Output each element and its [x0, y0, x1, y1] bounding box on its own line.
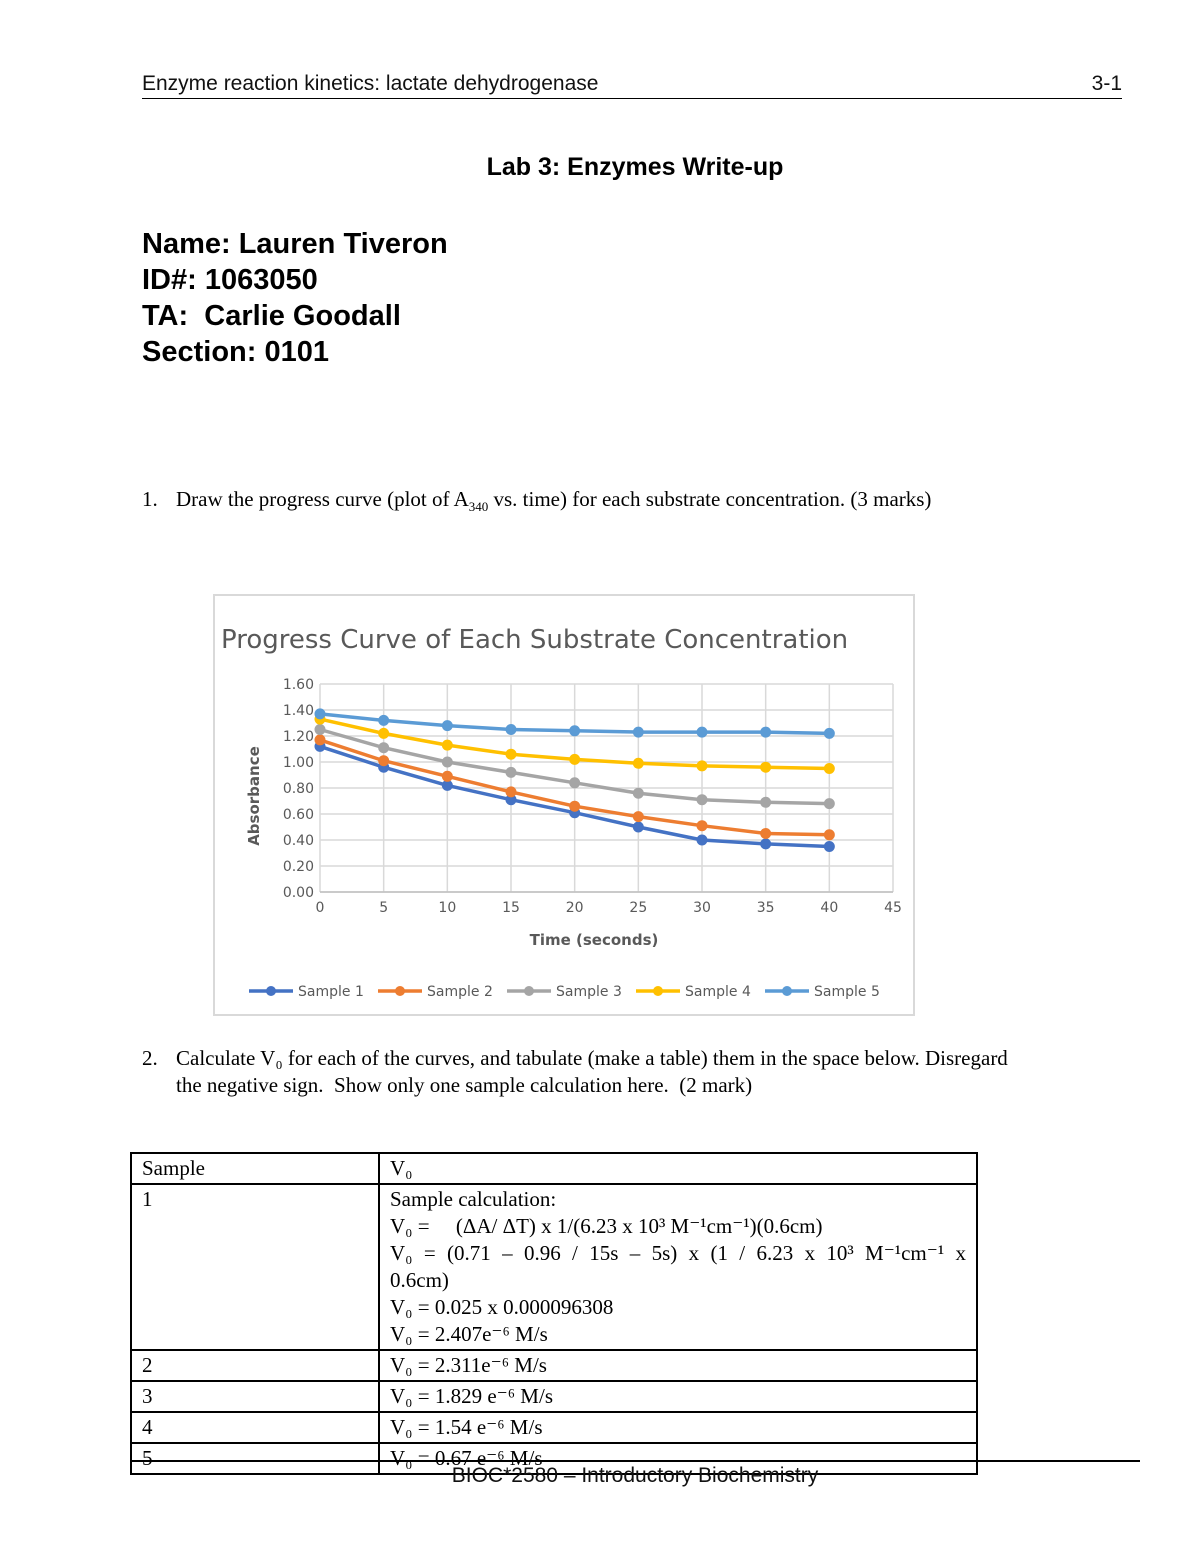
question-2 — [142, 1045, 1142, 1101]
data-point — [570, 726, 580, 736]
question-1-text: Draw the progress curve (plot of $A_{340}$ vs. time) for each substrate concentration. (3 marks) — [176, 487, 932, 515]
data-point — [824, 764, 834, 774]
table-cell-sample: 2 — [131, 1350, 379, 1381]
question-1 — [142, 486, 1102, 514]
data-point — [697, 835, 707, 845]
data-point — [761, 839, 771, 849]
lab-title: Lab 3: Enzymes Write-up — [486, 153, 784, 181]
data-point — [442, 780, 452, 790]
table-row — [131, 1381, 977, 1412]
question-2-line-2: the negative sign. Show only one sample calculation here. (2 mark) — [176, 1073, 753, 1097]
data-point — [824, 842, 834, 852]
student-name: Name: Lauren Tiveron — [142, 228, 448, 260]
data-point — [761, 797, 771, 807]
calc-formula: V₀ = (ΔA/ ΔT) x 1/(6.23 x 10³ M⁻¹cm⁻¹)(0.6cm) — [390, 1214, 823, 1238]
data-point — [506, 725, 516, 735]
data-point — [824, 728, 834, 738]
data-point — [570, 801, 580, 811]
calc-multiplication: V₀ = 0.025 x 0.000096308 — [390, 1295, 614, 1319]
table-header-sample: Sample — [131, 1153, 379, 1184]
y-tick-label: 0.60 — [282, 807, 314, 823]
y-tick-label: 1.20 — [282, 729, 314, 745]
x-tick-label: 20 — [565, 900, 584, 916]
data-point — [761, 762, 771, 772]
question-2-number: 2. — [142, 1046, 158, 1070]
data-point — [315, 709, 325, 719]
legend-marker — [524, 986, 534, 996]
data-point — [315, 725, 325, 735]
y-tick-label: 0.00 — [282, 885, 314, 901]
y-tick-label: 1.40 — [282, 703, 314, 719]
chart-title: Progress Curve of Each Substrate Concentration — [221, 625, 849, 655]
table-row — [131, 1412, 977, 1443]
legend-marker — [266, 986, 276, 996]
legend-label: Sample 5 — [814, 984, 880, 1000]
data-point — [442, 740, 452, 750]
x-tick-label: 0 — [315, 900, 325, 916]
y-tick-label: 1.00 — [282, 755, 314, 771]
progress-curve-chart — [213, 594, 915, 1016]
data-point — [379, 728, 389, 738]
y-tick-label: 0.40 — [282, 833, 314, 849]
data-point — [761, 727, 771, 737]
legend-marker — [653, 986, 663, 996]
y-axis-label: Absorbance — [245, 746, 263, 846]
table-cell-sample: 5 — [131, 1443, 379, 1474]
x-tick-label: 15 — [502, 900, 520, 916]
table-header-v0: V₀ — [379, 1153, 977, 1184]
table-cell-v0: V₀ = 2.311e⁻⁶ M/s — [379, 1350, 977, 1381]
table-cell-sample: 4 — [131, 1412, 379, 1443]
data-point — [824, 799, 834, 809]
data-point — [506, 749, 516, 759]
data-point — [442, 721, 452, 731]
x-tick-label: 25 — [629, 900, 648, 916]
legend-label: Sample 3 — [556, 984, 622, 1000]
header-title: Enzyme reaction kinetics: lactate dehydrogenase — [142, 72, 599, 95]
sample-calculation-cell — [379, 1184, 977, 1350]
legend-label: Sample 2 — [427, 984, 493, 1000]
data-point — [570, 754, 580, 764]
table-row — [131, 1350, 977, 1381]
x-axis-label: Time (seconds) — [529, 931, 659, 949]
table-cell-sample: 1 — [131, 1184, 379, 1350]
page-header — [142, 72, 1122, 99]
data-point — [697, 727, 707, 737]
data-point — [697, 761, 707, 771]
student-ta: TA: Carlie Goodall — [142, 300, 401, 332]
data-point — [633, 812, 643, 822]
data-point — [697, 795, 707, 805]
calc-title: Sample calculation: — [390, 1187, 557, 1211]
data-point — [633, 758, 643, 768]
chart-axes — [283, 677, 902, 916]
x-tick-label: 40 — [820, 900, 839, 916]
x-tick-label: 45 — [884, 900, 902, 916]
student-section: Section: 0101 — [142, 336, 329, 368]
calc-substitution: V₀ = (0.71 – 0.96 / 15s – 5s) x (1 / 6.23 x 10³ M⁻¹cm⁻¹ x — [390, 1241, 966, 1265]
data-point — [697, 821, 707, 831]
legend-label: Sample 4 — [685, 984, 751, 1000]
x-tick-label: 5 — [379, 900, 389, 916]
chart-legend — [249, 984, 880, 1000]
footer-text: BIOC*2580 – Introductory Biochemistry — [451, 1464, 819, 1487]
x-tick-label: 30 — [693, 900, 711, 916]
footer-rule — [130, 1460, 1140, 1462]
table-cell-v0: V₀ = 1.54 e⁻⁶ M/s — [379, 1412, 977, 1443]
data-point — [633, 727, 643, 737]
student-info — [142, 226, 448, 370]
data-point — [379, 715, 389, 725]
calc-result: V₀ = 2.407e⁻⁶ M/s — [390, 1322, 548, 1346]
a340-subscript: 340 — [468, 499, 489, 515]
data-point — [315, 735, 325, 745]
data-point — [506, 787, 516, 797]
chart-svg — [215, 596, 917, 1018]
legend-marker — [395, 986, 405, 996]
table-header-row — [131, 1153, 977, 1184]
table-cell-v0: V₀ = 0.67 e⁻⁶ M/s — [379, 1443, 977, 1474]
y-tick-label: 1.60 — [282, 677, 314, 693]
data-point — [633, 822, 643, 832]
data-point — [570, 778, 580, 788]
data-point — [379, 743, 389, 753]
legend-label: Sample 1 — [298, 984, 364, 1000]
question-1-number: 1. — [142, 487, 158, 511]
v0-table — [130, 1152, 978, 1475]
student-id: ID#: 1063050 — [142, 264, 318, 296]
data-point — [633, 788, 643, 798]
y-tick-label: 0.20 — [282, 859, 314, 875]
header-page-number: 3-1 — [1091, 72, 1122, 95]
table-cell-v0: V₀ = 1.829 e⁻⁶ M/s — [379, 1381, 977, 1412]
calc-substitution-end: 0.6cm) — [390, 1268, 449, 1292]
data-point — [761, 829, 771, 839]
x-tick-label: 10 — [438, 900, 457, 916]
data-point — [442, 757, 452, 767]
y-tick-label: 0.80 — [282, 781, 314, 797]
legend-marker — [782, 986, 792, 996]
data-point — [442, 771, 452, 781]
table-row — [131, 1184, 977, 1350]
table-cell-sample: 3 — [131, 1381, 379, 1412]
x-tick-label: 35 — [756, 900, 775, 916]
data-point — [824, 830, 834, 840]
question-2-line-1: Calculate V₀ for each of the curves, and tabulate (make a table) them in the space below. Disregard — [176, 1046, 1008, 1070]
data-point — [379, 756, 389, 766]
data-point — [506, 767, 516, 777]
